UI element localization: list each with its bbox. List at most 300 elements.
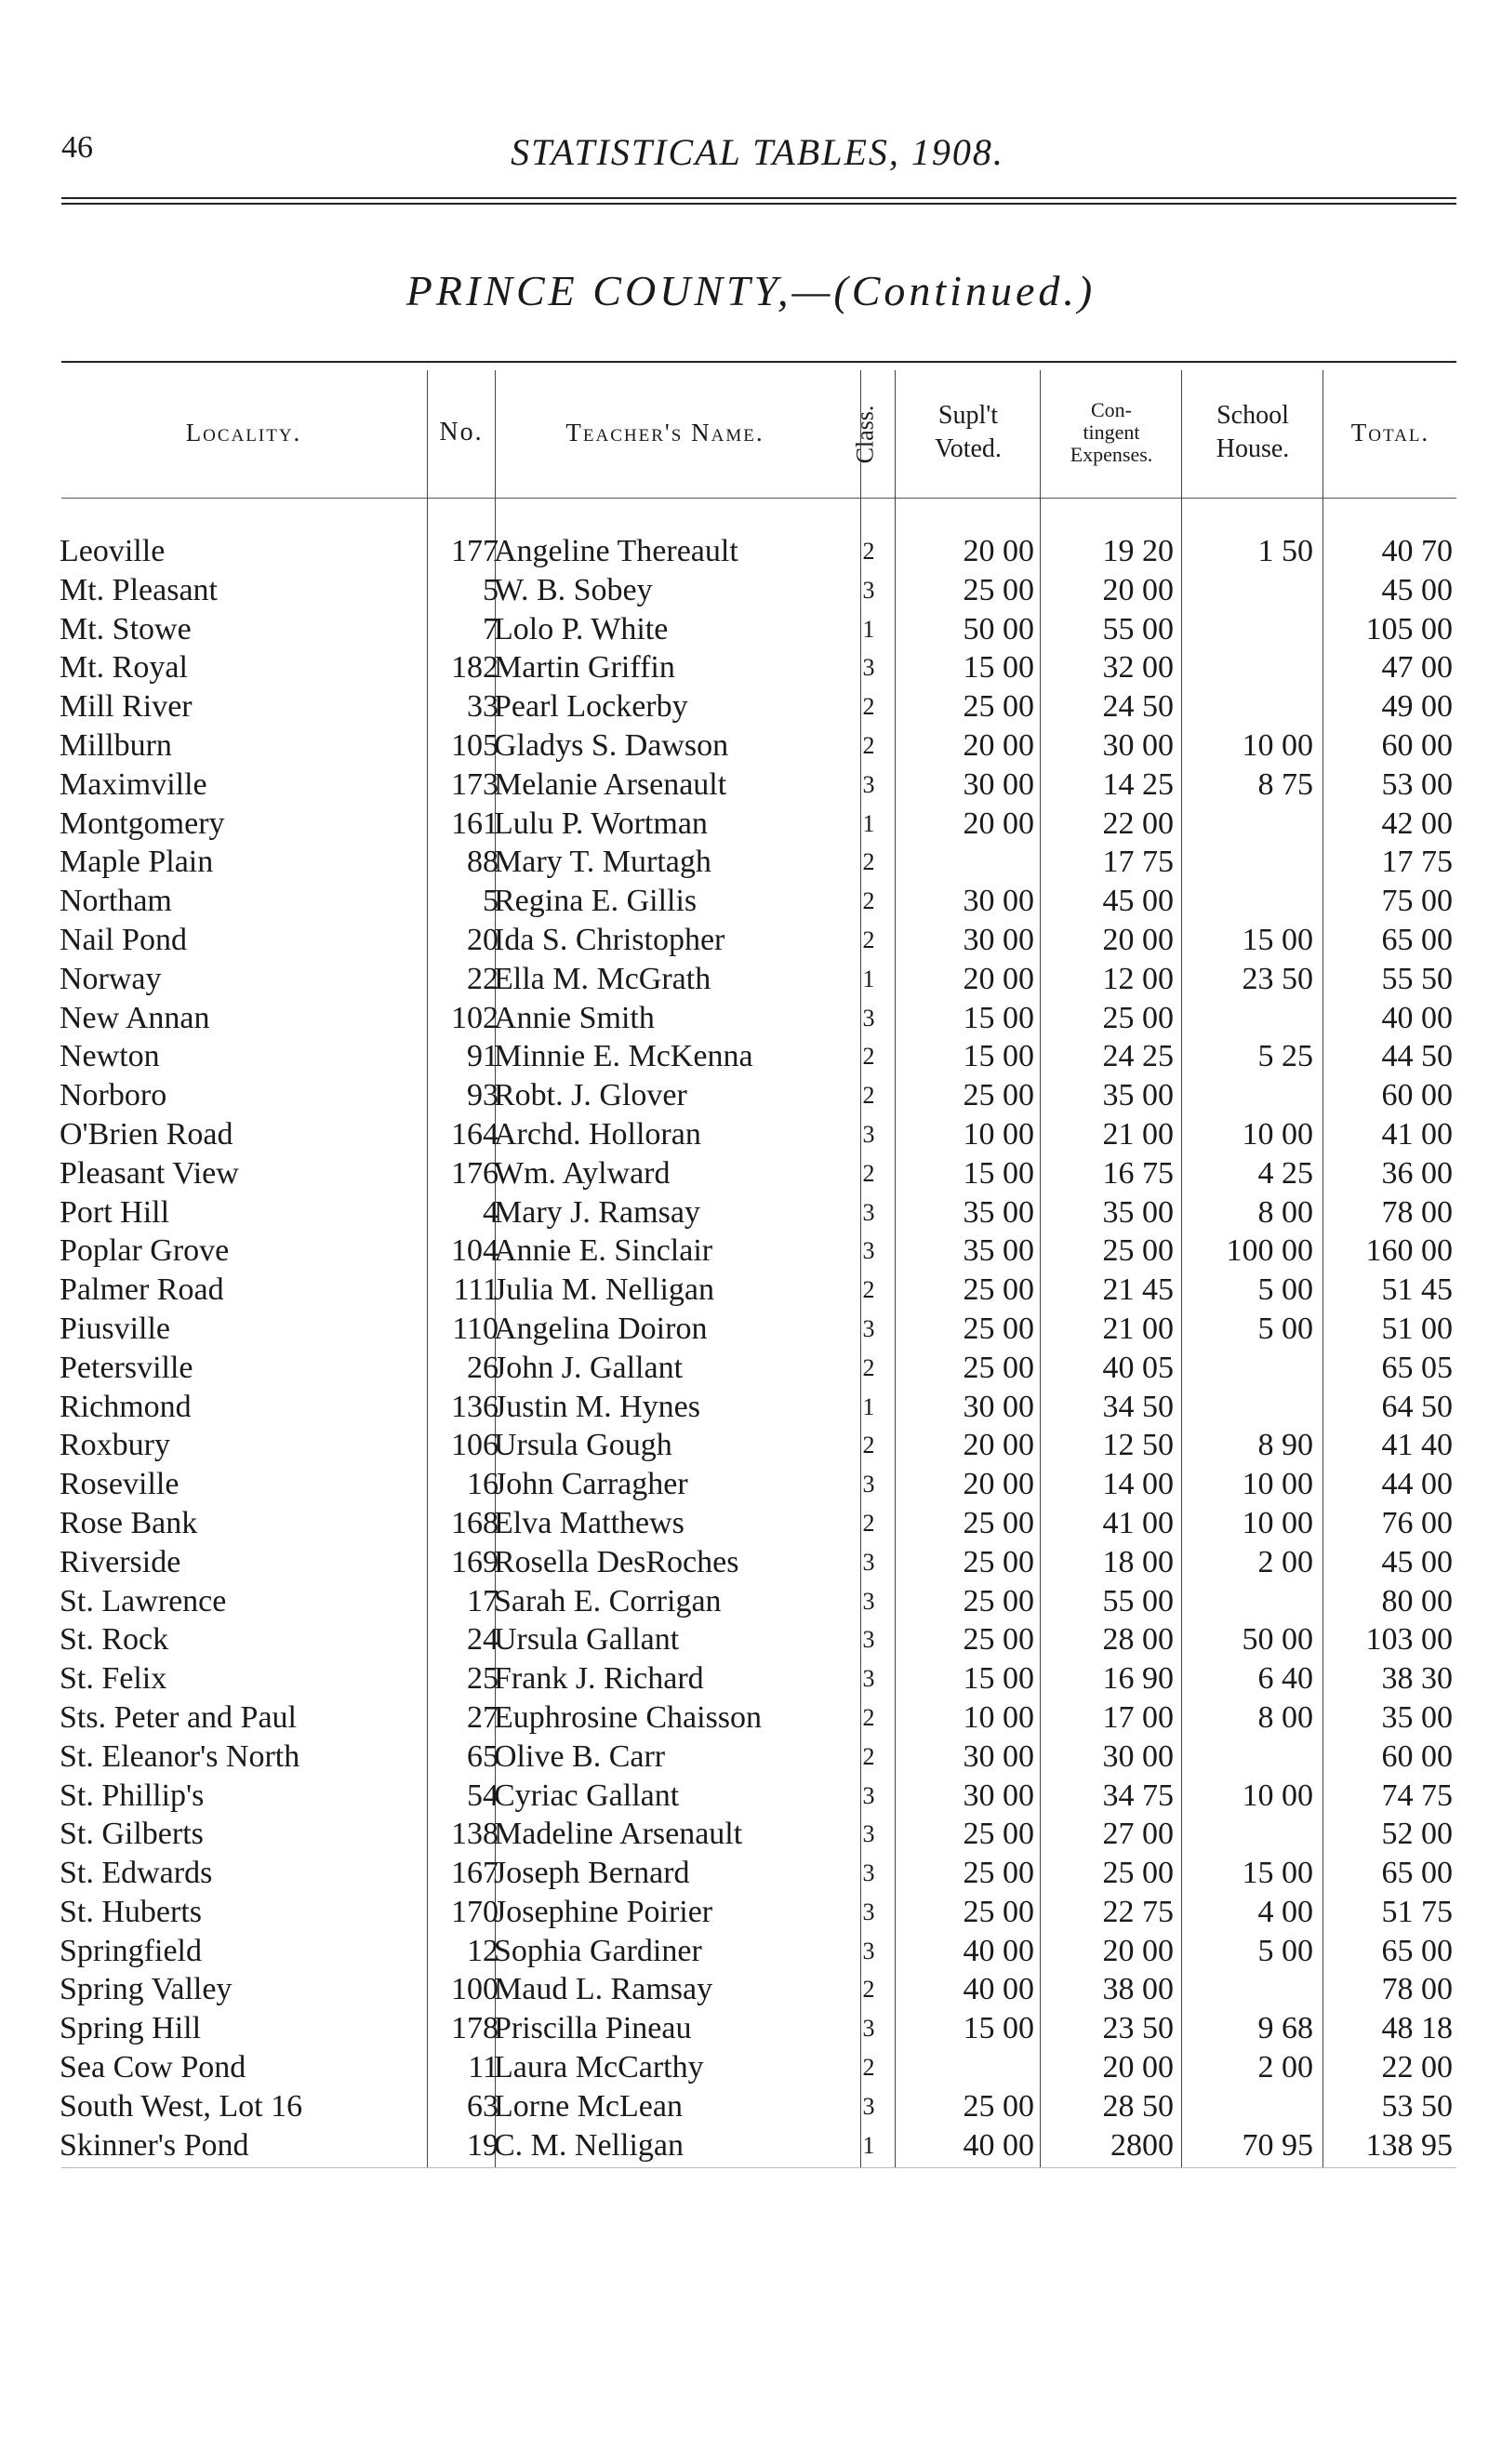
total-cell: 65 00 <box>1381 922 1453 957</box>
class-cell: 2 <box>862 2054 875 2082</box>
locality-cell: Port Hill <box>60 1194 170 1230</box>
number-cell: 5 <box>483 884 498 919</box>
supl-voted-cell: 25 00 <box>963 1856 1034 1891</box>
table-row <box>0 1777 1502 1816</box>
contingent-expenses-cell: 16 75 <box>1102 1155 1174 1191</box>
supl-voted-cell: 30 00 <box>963 1778 1034 1813</box>
total-cell: 138 95 <box>1365 2127 1453 2163</box>
table-row <box>0 805 1502 844</box>
contingent-expenses-cell: 25 00 <box>1102 1000 1174 1035</box>
class-cell: 2 <box>862 1276 875 1304</box>
contingent-expenses-cell: 14 25 <box>1102 766 1174 802</box>
contingent-expenses-cell: 16 90 <box>1102 1661 1174 1697</box>
total-cell: 105 00 <box>1365 611 1453 646</box>
school-house-cell: 70 95 <box>1242 2127 1313 2163</box>
number-cell: 110 <box>452 1311 498 1346</box>
number-cell: 7 <box>483 611 498 646</box>
contingent-expenses-cell: 14 00 <box>1102 1467 1174 1502</box>
total-cell: 78 00 <box>1381 1972 1453 2007</box>
supl-voted-cell: 15 00 <box>963 650 1034 686</box>
teacher-name-cell: Ursula Gallant <box>494 1622 680 1658</box>
teacher-name-cell: W. B. Sobey <box>494 572 653 607</box>
supl-voted-cell: 25 00 <box>963 1622 1034 1658</box>
header-bottom-rule <box>61 498 1456 499</box>
total-cell: 40 00 <box>1381 1000 1453 1035</box>
class-cell: 3 <box>862 576 875 604</box>
contingent-expenses-cell: 25 00 <box>1102 1856 1174 1891</box>
total-cell: 22 00 <box>1381 2050 1453 2085</box>
teacher-name-cell: Rosella DesRoches <box>494 1544 739 1579</box>
page-number: 46 <box>61 130 93 165</box>
number-cell: 167 <box>451 1856 498 1891</box>
class-cell: 3 <box>862 2092 875 2120</box>
supl-voted-cell: 20 00 <box>963 1428 1034 1463</box>
teacher-name-cell: Joseph Bernard <box>494 1856 690 1891</box>
supl-voted-cell: 30 00 <box>963 884 1034 919</box>
class-cell: 3 <box>862 1120 875 1148</box>
contingent-expenses-cell: 23 50 <box>1102 2011 1174 2046</box>
column-header-total: Total. <box>1350 418 1430 446</box>
class-cell: 1 <box>862 965 875 992</box>
table-row <box>0 726 1502 766</box>
total-cell: 40 70 <box>1381 534 1453 568</box>
class-cell: 2 <box>862 1976 875 2004</box>
number-cell: 100 <box>451 1972 498 2007</box>
locality-cell: Roseville <box>60 1467 179 1502</box>
total-cell: 65 05 <box>1381 1350 1453 1385</box>
table-row <box>0 1426 1502 1465</box>
number-cell: 104 <box>451 1233 498 1269</box>
number-cell: 106 <box>451 1428 498 1463</box>
teacher-name-cell: Ida S. Christopher <box>494 922 725 957</box>
class-cell: 3 <box>862 1665 875 1693</box>
locality-cell: Nail Pond <box>60 922 187 957</box>
locality-cell: Poplar Grove <box>60 1233 230 1269</box>
school-house-cell: 15 00 <box>1242 922 1313 957</box>
table-row <box>0 2126 1502 2165</box>
school-house-cell: 10 00 <box>1242 727 1313 763</box>
teacher-name-cell: Sarah E. Corrigan <box>494 1583 722 1618</box>
table-row <box>0 882 1502 921</box>
contingent-expenses-cell: 12 50 <box>1102 1428 1174 1463</box>
supl-voted-cell: 15 00 <box>963 1000 1034 1035</box>
table-row <box>0 1620 1502 1659</box>
class-cell: 2 <box>862 1742 875 1770</box>
class-cell: 2 <box>862 1432 875 1459</box>
school-house-cell: 8 90 <box>1257 1428 1313 1463</box>
supl-voted-cell: 20 00 <box>963 961 1034 996</box>
teacher-name-cell: John J. Gallant <box>494 1350 684 1385</box>
supl-voted-cell: 25 00 <box>963 1894 1034 1929</box>
contingent-expenses-cell: 17 75 <box>1102 845 1174 880</box>
locality-cell: St. Lawrence <box>60 1583 227 1618</box>
teacher-name-cell: Euphrosine Chaisson <box>494 1699 763 1735</box>
total-cell: 47 00 <box>1381 650 1453 686</box>
teacher-name-cell: Gladys S. Dawson <box>494 727 729 763</box>
teacher-name-cell: Annie Smith <box>494 1000 655 1035</box>
table-row <box>0 1893 1502 1932</box>
supl-voted-cell: 40 00 <box>963 1972 1034 2007</box>
school-house-cell: 5 25 <box>1257 1039 1313 1074</box>
locality-cell: Sea Cow Pond <box>60 2050 246 2085</box>
teacher-name-cell: Ursula Gough <box>494 1428 672 1463</box>
total-cell: 60 00 <box>1381 1078 1453 1113</box>
teacher-name-cell: Sophia Gardiner <box>494 1933 702 1968</box>
teacher-name-cell: Wm. Aylward <box>494 1155 671 1191</box>
locality-cell: Richmond <box>60 1389 192 1424</box>
class-cell: 2 <box>862 1509 875 1537</box>
supl-voted-cell: 25 00 <box>963 1350 1034 1385</box>
contingent-expenses-cell: 17 00 <box>1102 1699 1174 1735</box>
supl-voted-cell: 25 00 <box>963 1272 1034 1308</box>
locality-cell: Spring Valley <box>60 1972 233 2007</box>
class-cell: 3 <box>862 1937 875 1965</box>
locality-cell: Springfield <box>60 1933 202 1968</box>
teacher-name-cell: Pearl Lockerby <box>494 689 688 725</box>
number-cell: 63 <box>467 2088 498 2124</box>
class-cell: 3 <box>862 1626 875 1654</box>
total-cell: 48 18 <box>1381 2011 1453 2046</box>
class-cell: 2 <box>862 1043 875 1071</box>
teacher-name-cell: Josephine Poirier <box>494 1894 713 1929</box>
locality-cell: Maximville <box>60 766 207 802</box>
number-cell: 178 <box>451 2011 498 2046</box>
column-header-school-house: School House. <box>1216 401 1290 463</box>
school-house-cell: 10 00 <box>1242 1505 1313 1540</box>
teacher-name-cell: Annie E. Sinclair <box>494 1233 713 1269</box>
column-header-supl-voted: Supl't Voted. <box>935 401 1002 463</box>
number-cell: 17 <box>467 1583 498 1618</box>
contingent-expenses-cell: 24 50 <box>1102 689 1174 725</box>
school-house-cell: 10 00 <box>1242 1778 1313 1813</box>
number-cell: 91 <box>467 1039 498 1074</box>
table-bottom-rule <box>61 2167 1456 2168</box>
teacher-name-cell: Robt. J. Glover <box>494 1078 687 1113</box>
column-header-class: Class. <box>851 405 878 464</box>
total-cell: 74 75 <box>1381 1778 1453 1813</box>
number-cell: 24 <box>467 1622 498 1658</box>
locality-cell: Mt. Royal <box>60 650 188 686</box>
total-cell: 160 00 <box>1365 1233 1453 1269</box>
running-title: STATISTICAL TABLES, 1908. <box>511 131 1004 173</box>
teacher-name-cell: Martin Griffin <box>494 650 675 686</box>
number-cell: 33 <box>467 689 498 725</box>
locality-cell: Rose Bank <box>60 1505 198 1540</box>
supl-voted-cell: 30 00 <box>963 1389 1034 1424</box>
table-row <box>0 1115 1502 1154</box>
supl-voted-cell: 15 00 <box>963 1155 1034 1191</box>
contingent-expenses-cell: 28 50 <box>1102 2088 1174 2124</box>
total-cell: 78 00 <box>1381 1194 1453 1230</box>
contingent-expenses-cell: 32 00 <box>1102 650 1174 686</box>
number-cell: 176 <box>451 1155 498 1191</box>
supl-voted-cell: 20 00 <box>963 806 1034 841</box>
class-cell: 3 <box>862 1004 875 1032</box>
table-row <box>0 1076 1502 1115</box>
teacher-name-cell: Olive B. Carr <box>494 1738 666 1774</box>
number-cell: 169 <box>451 1544 498 1579</box>
total-cell: 65 00 <box>1381 1856 1453 1891</box>
table-row <box>0 1310 1502 1349</box>
teacher-name-cell: Lorne McLean <box>494 2088 683 2124</box>
locality-cell: Skinner's Pond <box>60 2127 249 2163</box>
number-cell: 5 <box>483 572 498 607</box>
class-cell: 3 <box>862 1198 875 1226</box>
table-row <box>0 921 1502 960</box>
total-cell: 75 00 <box>1381 884 1453 919</box>
contingent-expenses-cell: 55 00 <box>1102 1583 1174 1618</box>
school-house-cell: 4 25 <box>1257 1155 1313 1191</box>
teacher-name-cell: Lolo P. White <box>494 611 669 646</box>
locality-cell: New Annan <box>60 1000 210 1035</box>
supl-voted-cell: 25 00 <box>963 2088 1034 2124</box>
locality-cell: South West, Lot 16 <box>60 2088 303 2124</box>
table-row <box>0 1504 1502 1543</box>
supl-voted-cell: 15 00 <box>963 1661 1034 1697</box>
table-row <box>0 1854 1502 1893</box>
school-house-cell: 8 00 <box>1257 1194 1313 1230</box>
contingent-expenses-cell: 20 00 <box>1102 2050 1174 2085</box>
contingent-expenses-cell: 19 20 <box>1102 534 1174 568</box>
total-cell: 36 00 <box>1381 1155 1453 1191</box>
class-cell: 2 <box>862 693 875 721</box>
teacher-name-cell: John Carragher <box>494 1467 688 1502</box>
teacher-name-cell: Frank J. Richard <box>494 1661 704 1697</box>
contingent-expenses-cell: 21 00 <box>1102 1116 1174 1152</box>
column-header-contingent: Con- tingent Expenses. <box>1070 398 1153 466</box>
teacher-name-cell: Laura McCarthy <box>494 2050 704 2085</box>
number-cell: 20 <box>467 922 498 957</box>
locality-cell: Norway <box>60 961 162 996</box>
supl-voted-cell: 15 00 <box>963 1039 1034 1074</box>
locality-cell: Riverside <box>60 1544 181 1579</box>
class-cell: 2 <box>862 848 875 876</box>
table-row <box>0 766 1502 805</box>
teacher-name-cell: Regina E. Gillis <box>494 884 698 919</box>
supl-voted-cell: 15 00 <box>963 2011 1034 2046</box>
number-cell: 88 <box>467 845 498 880</box>
supl-voted-cell: 30 00 <box>963 922 1034 957</box>
table-row <box>0 1154 1502 1193</box>
class-cell: 2 <box>862 887 875 915</box>
total-cell: 42 00 <box>1381 806 1453 841</box>
class-cell: 1 <box>862 1392 875 1420</box>
number-cell: 16 <box>467 1467 498 1502</box>
contingent-expenses-cell: 35 00 <box>1102 1078 1174 1113</box>
locality-cell: Millburn <box>60 727 172 763</box>
total-cell: 60 00 <box>1381 1738 1453 1774</box>
contingent-expenses-cell: 12 00 <box>1102 961 1174 996</box>
table-row <box>0 1738 1502 1777</box>
contingent-expenses-cell: 55 00 <box>1102 611 1174 646</box>
table-row <box>0 843 1502 882</box>
number-cell: 136 <box>451 1389 498 1424</box>
locality-cell: Roxbury <box>60 1428 170 1463</box>
locality-cell: Northam <box>60 884 172 919</box>
supl-voted-cell: 25 00 <box>963 572 1034 607</box>
school-house-cell: 6 40 <box>1257 1661 1313 1697</box>
class-cell: 2 <box>862 926 875 953</box>
number-cell: 27 <box>467 1699 498 1735</box>
contingent-expenses-cell: 38 00 <box>1102 1972 1174 2007</box>
total-cell: 44 00 <box>1381 1467 1453 1502</box>
locality-cell: Piusville <box>60 1311 171 1346</box>
total-cell: 35 00 <box>1381 1699 1453 1735</box>
supl-voted-cell: 35 00 <box>963 1194 1034 1230</box>
school-house-cell: 2 00 <box>1257 2050 1313 2085</box>
contingent-expenses-cell: 22 00 <box>1102 806 1174 841</box>
table-row <box>0 610 1502 649</box>
table-top-rule <box>61 361 1456 363</box>
school-house-cell: 8 75 <box>1257 766 1313 802</box>
teacher-name-cell: Elva Matthews <box>494 1505 685 1540</box>
supl-voted-cell: 25 00 <box>963 1311 1034 1346</box>
school-house-cell: 100 00 <box>1226 1233 1313 1269</box>
number-cell: 111 <box>453 1272 498 1308</box>
total-cell: 51 00 <box>1381 1311 1453 1346</box>
supl-voted-cell: 50 00 <box>963 611 1034 646</box>
contingent-expenses-cell: 28 00 <box>1102 1622 1174 1658</box>
number-cell: 93 <box>467 1078 498 1113</box>
class-cell: 1 <box>862 809 875 837</box>
table-row <box>0 1037 1502 1076</box>
table-row <box>0 1388 1502 1427</box>
table-row <box>0 2087 1502 2126</box>
table-row <box>0 571 1502 610</box>
total-cell: 53 00 <box>1381 766 1453 802</box>
supl-voted-cell: 20 00 <box>963 1467 1034 1502</box>
number-cell: 173 <box>451 766 498 802</box>
locality-cell: Newton <box>60 1039 160 1074</box>
locality-cell: St. Eleanor's North <box>60 1738 300 1774</box>
teacher-name-cell: Julia M. Nelligan <box>494 1272 715 1308</box>
supl-voted-cell: 25 00 <box>963 1544 1034 1579</box>
locality-cell: Maple Plain <box>60 845 214 880</box>
teacher-name-cell: C. M. Nelligan <box>494 2127 684 2163</box>
teacher-name-cell: Minnie E. McKenna <box>494 1039 753 1074</box>
class-cell: 3 <box>862 770 875 798</box>
table-row <box>0 1659 1502 1698</box>
total-cell: 17 75 <box>1381 845 1453 880</box>
number-cell: 26 <box>467 1350 498 1385</box>
class-cell: 3 <box>862 1548 875 1576</box>
school-house-cell: 5 00 <box>1257 1933 1313 1968</box>
locality-cell: Montgomery <box>60 806 225 841</box>
table-row <box>0 999 1502 1038</box>
number-cell: 54 <box>467 1778 498 1813</box>
number-cell: 25 <box>467 1661 498 1697</box>
contingent-expenses-cell: 22 75 <box>1102 1894 1174 1929</box>
locality-cell: Mill River <box>60 689 193 725</box>
table-row <box>0 1698 1502 1738</box>
school-house-cell: 5 00 <box>1257 1272 1313 1308</box>
school-house-cell: 4 00 <box>1257 1894 1313 1929</box>
total-cell: 64 50 <box>1381 1389 1453 1424</box>
school-house-cell: 10 00 <box>1242 1116 1313 1152</box>
class-cell: 2 <box>862 1159 875 1187</box>
teacher-name-cell: Priscilla Pineau <box>494 2011 692 2046</box>
total-cell: 45 00 <box>1381 1544 1453 1579</box>
class-cell: 2 <box>862 731 875 759</box>
number-cell: 22 <box>467 961 498 996</box>
teacher-name-cell: Madeline Arsenault <box>494 1817 743 1852</box>
total-cell: 49 00 <box>1381 689 1453 725</box>
teacher-name-cell: Melanie Arsenault <box>494 766 727 802</box>
total-cell: 53 50 <box>1381 2088 1453 2124</box>
locality-cell: St. Huberts <box>60 1894 202 1929</box>
number-cell: 161 <box>451 806 498 841</box>
total-cell: 55 50 <box>1381 961 1453 996</box>
class-cell: 3 <box>862 1314 875 1342</box>
total-cell: 51 75 <box>1381 1894 1453 1929</box>
total-cell: 60 00 <box>1381 727 1453 763</box>
contingent-expenses-cell: 2800 <box>1110 2127 1174 2163</box>
total-cell: 44 50 <box>1381 1039 1453 1074</box>
supl-voted-cell: 30 00 <box>963 1738 1034 1774</box>
total-cell: 45 00 <box>1381 572 1453 607</box>
locality-cell: Spring Hill <box>60 2011 202 2046</box>
locality-cell: St. Phillip's <box>60 1778 205 1813</box>
number-cell: 170 <box>451 1894 498 1929</box>
locality-cell: O'Brien Road <box>60 1116 233 1152</box>
teacher-name-cell: Angeline Thereault <box>494 534 738 568</box>
contingent-expenses-cell: 20 00 <box>1102 1933 1174 1968</box>
supl-voted-cell: 25 00 <box>963 689 1034 725</box>
class-cell: 3 <box>862 1471 875 1498</box>
supl-voted-cell: 20 00 <box>963 534 1034 568</box>
table-row <box>0 1543 1502 1582</box>
teacher-name-cell: Mary T. Murtagh <box>494 845 711 880</box>
table-row <box>0 687 1502 726</box>
supl-voted-cell: 30 00 <box>963 766 1034 802</box>
class-cell: 1 <box>862 2131 875 2159</box>
school-house-cell: 10 00 <box>1242 1467 1313 1502</box>
contingent-expenses-cell: 27 00 <box>1102 1817 1174 1852</box>
table-row <box>0 960 1502 999</box>
contingent-expenses-cell: 40 05 <box>1102 1350 1174 1385</box>
contingent-expenses-cell: 41 00 <box>1102 1505 1174 1540</box>
contingent-expenses-cell: 18 00 <box>1102 1544 1174 1579</box>
total-cell: 41 00 <box>1381 1116 1453 1152</box>
number-cell: 182 <box>451 650 498 686</box>
contingent-expenses-cell: 35 00 <box>1102 1194 1174 1230</box>
teacher-name-cell: Angelina Doiron <box>494 1311 708 1346</box>
teacher-name-cell: Maud L. Ramsay <box>494 1972 713 2007</box>
total-cell: 38 30 <box>1381 1661 1453 1697</box>
county-title: PRINCE COUNTY,—(Continued.) <box>405 267 1097 314</box>
table-row <box>0 1582 1502 1621</box>
total-cell: 52 00 <box>1381 1817 1453 1852</box>
class-cell: 2 <box>862 1082 875 1110</box>
school-house-cell: 1 50 <box>1257 534 1313 568</box>
teacher-name-cell: Archd. Holloran <box>494 1116 701 1152</box>
total-cell: 41 40 <box>1381 1428 1453 1463</box>
locality-cell: St. Rock <box>60 1622 169 1658</box>
class-cell: 3 <box>862 1587 875 1615</box>
locality-cell: St. Gilberts <box>60 1817 204 1852</box>
table-body <box>0 532 1502 2164</box>
number-cell: 164 <box>451 1116 498 1152</box>
contingent-expenses-cell: 21 00 <box>1102 1311 1174 1346</box>
header-rule-bottom <box>61 203 1456 205</box>
teacher-name-cell: Ella M. McGrath <box>494 961 711 996</box>
contingent-expenses-cell: 30 00 <box>1102 727 1174 763</box>
total-cell: 76 00 <box>1381 1505 1453 1540</box>
supl-voted-cell: 25 00 <box>963 1078 1034 1113</box>
total-cell: 65 00 <box>1381 1933 1453 1968</box>
supl-voted-cell: 40 00 <box>963 1933 1034 1968</box>
contingent-expenses-cell: 30 00 <box>1102 1738 1174 1774</box>
